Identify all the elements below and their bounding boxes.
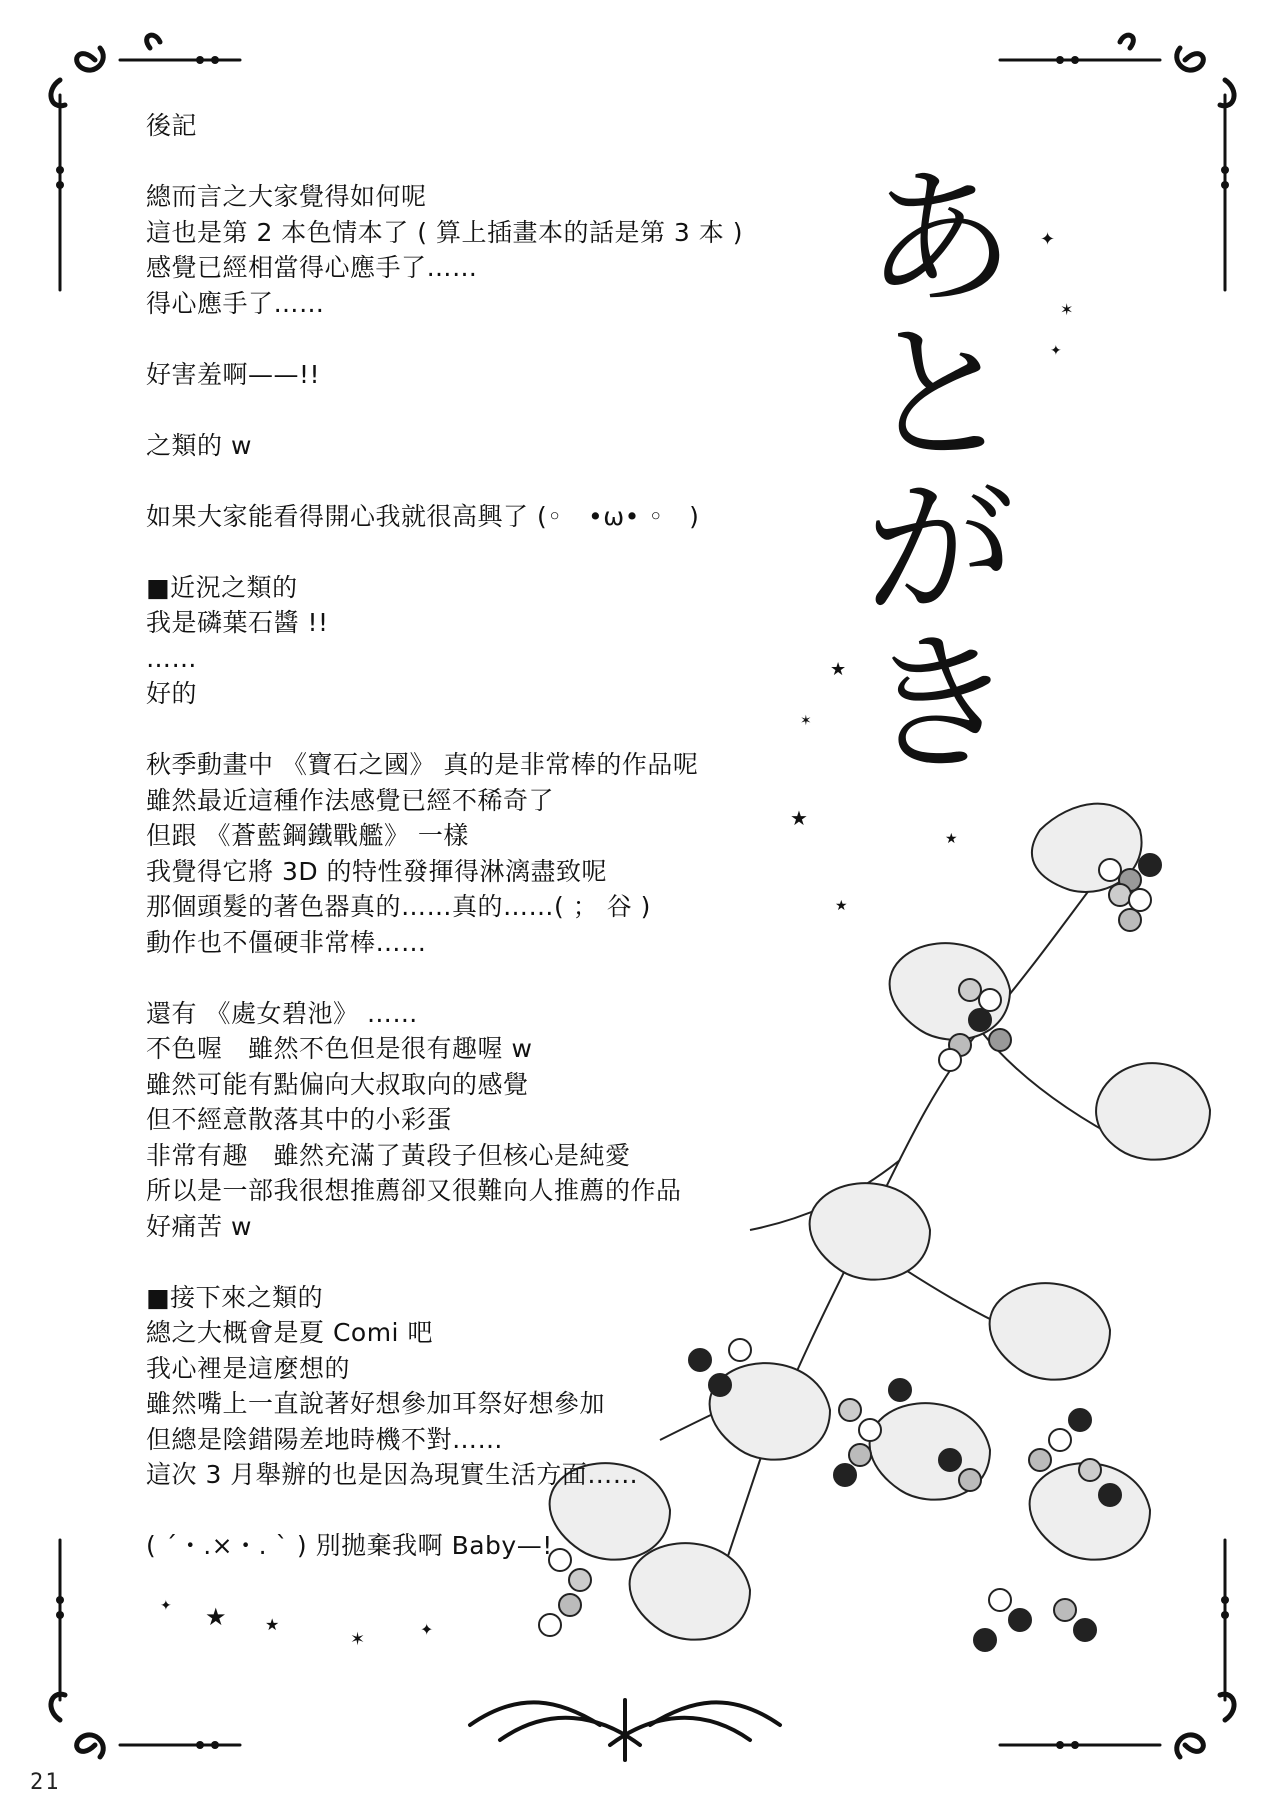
svg-text:✦: ✦: [1040, 229, 1056, 250]
svg-text:✦: ✦: [160, 1598, 172, 1614]
afterword-line: 後記: [146, 111, 198, 140]
afterword-line: [146, 960, 826, 996]
afterword-line: [146, 463, 826, 499]
afterword-line: 好害羞啊——!!: [146, 359, 321, 389]
svg-text:✶: ✶: [800, 713, 812, 729]
afterword-line: 所以是一部我很想推薦卻又很難向人推薦的作品: [146, 1176, 682, 1205]
corner-flourish-bottom-left: [51, 1540, 240, 1757]
svg-text:★: ★: [835, 898, 848, 914]
svg-text:✦: ✦: [420, 1620, 434, 1639]
afterword-line: ……: [146, 643, 197, 673]
afterword-line: 動作也不僵硬非常棒……: [146, 927, 427, 957]
afterword-text-block: [146, 108, 826, 1564]
afterword-line: 不色喔 雖然不色但是很有趣喔 w: [146, 1034, 533, 1063]
bottom-center-flourish: [470, 1700, 780, 1760]
page-number: 21: [30, 1770, 61, 1795]
afterword-line: ■接下來之類的: [146, 1282, 324, 1312]
svg-text:★: ★: [265, 1615, 280, 1634]
corner-flourish-top-right: [1000, 35, 1234, 290]
afterword-line: 我覺得它將 3D 的特性發揮得淋漓盡致呢: [146, 856, 608, 886]
afterword-line: 還有 《處女碧池》 ……: [146, 998, 418, 1028]
svg-text:✶: ✶: [350, 1629, 366, 1650]
afterword-line: [146, 534, 826, 570]
afterword-line: 雖然最近這種作法感覺已經不稀奇了: [146, 785, 555, 815]
svg-text:★: ★: [830, 659, 847, 680]
svg-text:★: ★: [945, 831, 958, 847]
afterword-line: 但不經意散落其中的小彩蛋: [146, 1105, 453, 1134]
afterword-line: 得心應手了……: [146, 288, 325, 318]
svg-text:★: ★: [790, 806, 808, 830]
afterword-line: 如果大家能看得開心我就很高興了 (◦ •ω• ◦ ): [146, 501, 700, 531]
afterword-line: 我心裡是這麼想的: [146, 1353, 351, 1383]
afterword-line: 我是磷葉石醬 !!: [146, 608, 329, 637]
title-atogaki: [845, 153, 1035, 792]
afterword-line: 雖然嘴上一直說著好想參加耳祭好想參加: [146, 1389, 606, 1418]
afterword-line: 非常有趣 雖然充滿了黃段子但核心是純愛: [146, 1140, 631, 1170]
title-char: あ: [864, 153, 1015, 327]
afterword-line: 感覺已經相當得心應手了……: [146, 253, 478, 282]
afterword-line: 秋季動畫中 《寶石之國》 真的是非常棒的作品呢: [146, 750, 699, 779]
afterword-line: 但總是陰錯陽差地時機不對……: [146, 1424, 504, 1454]
afterword-line: 好痛苦 w: [146, 1211, 252, 1241]
afterword-line: 總之大概會是夏 Comi 吧: [146, 1318, 433, 1347]
corner-flourish-bottom-right: [1000, 1540, 1234, 1757]
afterword-line: [146, 712, 826, 748]
svg-text:✶: ✶: [1060, 300, 1074, 319]
afterword-line: ■近況之類的: [146, 572, 298, 602]
afterword-line: [146, 321, 826, 357]
svg-text:★: ★: [205, 1603, 227, 1631]
afterword-line: ( ´・.×・. ` ) 別拋棄我啊 Baby—!: [146, 1531, 553, 1560]
afterword-line: 總而言之大家覺得如何呢: [146, 182, 427, 211]
afterword-line: 好的: [146, 679, 198, 708]
afterword-line: 這也是第 2 本色情本了 ( 算上插畫本的話是第 3 本 ): [146, 217, 743, 247]
afterword-line: [146, 144, 826, 180]
afterword-line: [146, 1244, 826, 1280]
afterword-line: 但跟 《蒼藍鋼鐵戰艦》 一樣: [146, 821, 469, 850]
title-char: き: [864, 618, 1015, 792]
title-char: と: [864, 308, 1015, 482]
afterword-line: 那個頭髮的著色器真的……真的……( ； 谷 ): [146, 892, 651, 921]
title-char: が: [864, 463, 1015, 637]
afterword-line: 之類的 w: [146, 430, 252, 460]
afterword-line: [146, 392, 826, 428]
svg-text:✦: ✦: [1050, 343, 1062, 359]
afterword-line: 這次 3 月舉辦的也是因為現實生活方面……: [146, 1460, 639, 1489]
afterword-line: 雖然可能有點偏向大叔取向的感覺: [146, 1069, 529, 1099]
afterword-line: [146, 1493, 826, 1529]
